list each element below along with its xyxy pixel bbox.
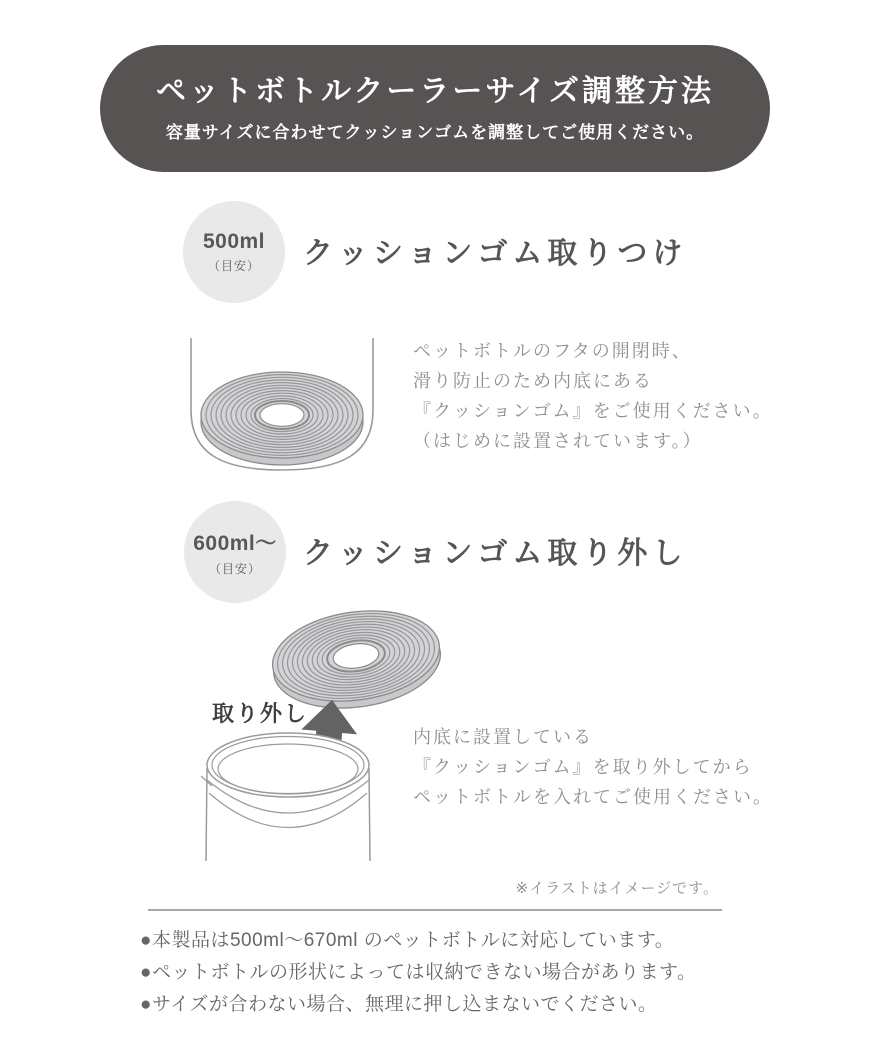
section-1-description	[413, 336, 773, 456]
instruction-line: ペットボトルのフタの開閉時、	[413, 341, 692, 361]
header-banner	[100, 45, 770, 172]
section-2-description	[413, 722, 773, 812]
footer-notes	[140, 925, 696, 1021]
badge-note-label: （目安）	[208, 562, 261, 576]
capacity-badge-600ml	[184, 501, 286, 603]
cushion-rubber-disc	[201, 372, 363, 465]
instruction-line: （はじめに設置されています。）	[413, 431, 703, 451]
illustration-note: ※イラストはイメージです。	[515, 880, 719, 897]
footer-note-item: ●サイズが合わない場合、無理に押し込まないでください。	[140, 994, 658, 1015]
footer-note-item: ●ペットボトルの形状によっては収納できない場合があります。	[140, 962, 697, 983]
capacity-badge-500ml	[183, 201, 285, 303]
instruction-line: 滑り防止のため内底にある	[413, 371, 653, 391]
section-1-heading: クッションゴム取りつけ	[303, 237, 688, 270]
instruction-line: ペットボトルを入れてご使用ください。	[413, 787, 773, 807]
cushion-rubber-installed-illustration	[150, 320, 430, 485]
removal-arrow-label: 取り外し	[212, 701, 309, 726]
badge-size-label: 600ml〜	[193, 532, 277, 555]
divider	[148, 909, 722, 911]
instruction-line: 内底に設置している	[413, 727, 593, 747]
badge-note-label: （目安）	[207, 259, 260, 273]
badge-size-label: 500ml	[202, 230, 266, 253]
page-subtitle: 容量サイズに合わせてクッションゴムを調整してご使用ください。	[165, 122, 705, 142]
page-title: ペットボトルクーラーサイズ調整方法	[156, 74, 714, 108]
instruction-line: 『クッションゴム』をご使用ください。	[413, 401, 773, 421]
section-2-heading: クッションゴム取り外し	[303, 537, 688, 570]
cooler-cup-outline	[201, 733, 370, 861]
footer-note-item: ●本製品は500ml〜670ml のペットボトルに対応しています。	[140, 930, 675, 951]
instruction-line: 『クッションゴム』を取り外してから	[413, 757, 753, 777]
